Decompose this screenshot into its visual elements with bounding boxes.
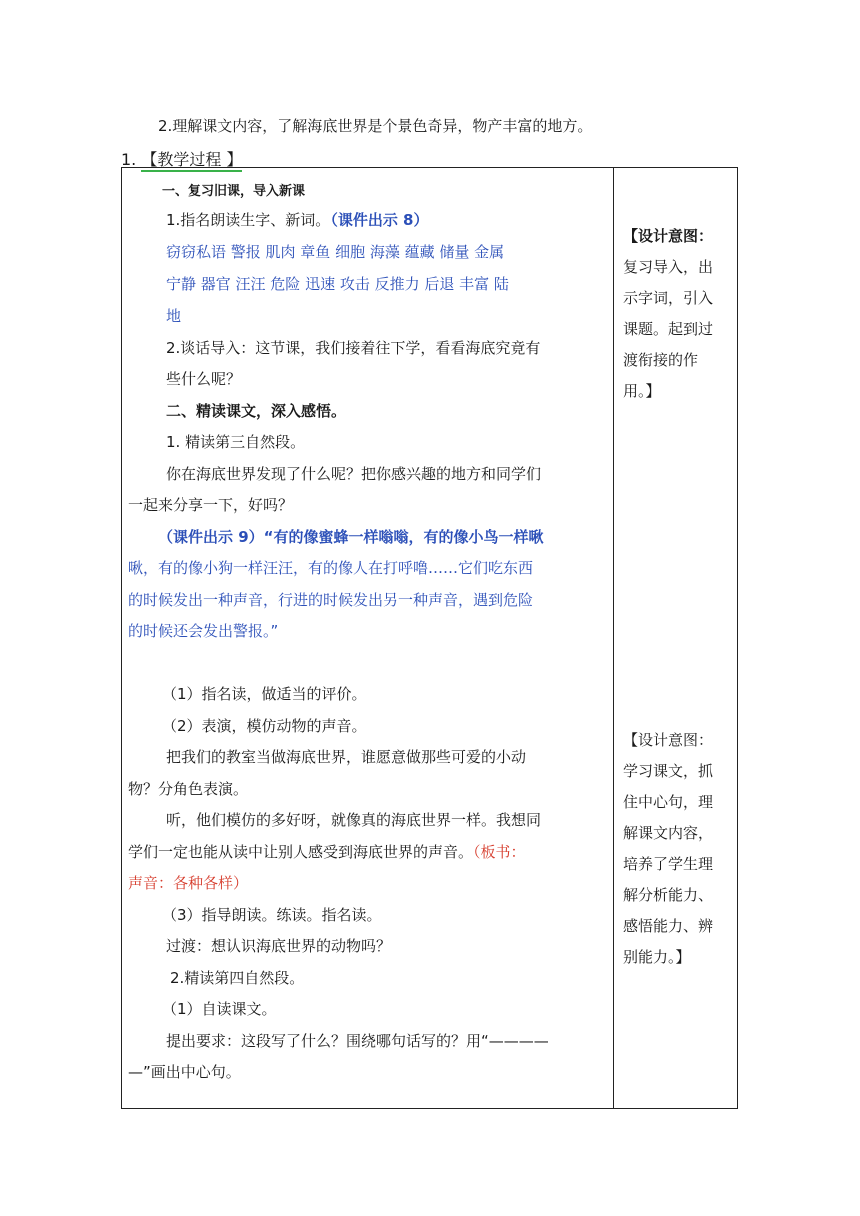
item-read-words-text: 1.指名朗读生字、新词。 (166, 211, 331, 229)
words-line-2: 宁静 器官 汪汪 危险 迅速 攻击 反推力 后退 丰富 陆 (166, 275, 509, 293)
intro-line-2: 些什么呢？ (166, 370, 242, 388)
quote-line-1: （课件出示 9）“有的像蜜蜂一样嗡嗡，有的像小鸟一样啾 (158, 528, 544, 546)
design-intent-2-line-7: 感悟能力、辨 (623, 917, 714, 935)
objective-text: 2.理解课文内容，了解海底世界是个景色奇异，物产丰富的地方。 (158, 117, 593, 135)
section-close-reading-title: 二、精读课文，深入感悟。 (166, 402, 347, 420)
design-intent-2-line-5: 培养了学生理 (623, 855, 714, 873)
design-intent-1-line-6-text: 用。】 (623, 382, 661, 400)
step-self-read: （1）自读课文。 (162, 1000, 277, 1018)
heading-number: 1. (121, 150, 137, 169)
item-read-words (166, 210, 429, 230)
read-paragraph-4: 2.精读第四自然段。 (170, 969, 305, 987)
design-intent-1-line-3: 示字词，引入 (623, 289, 714, 307)
design-intent-2-line-2: 学习课文，抓 (623, 762, 714, 780)
step-3: （3）指导朗读。练读。指名读。 (162, 906, 382, 924)
requirement-line-2: —”画出中心句。 (128, 1063, 241, 1081)
listen-line-1: 听，他们模仿的多好呀，就像真的海底世界一样。我想同 (166, 811, 542, 829)
step-1: （1）指名读，做适当的评价。 (162, 685, 367, 703)
words-line-1: 窃窃私语 警报 肌肉 章鱼 细胞 海藻 蕴藏 储量 金属 (166, 243, 505, 261)
step-2: （2）表演，模仿动物的声音。 (162, 717, 367, 735)
design-intent-2-line-3: 住中心句，理 (623, 793, 714, 811)
quote-line-3: 的时候发出一种声音，行进的时候发出另一种声音，遇到危险 (128, 591, 534, 609)
intro-line-1: 2.谈话导入：这节课，我们接着往下学，看看海底究竟有 (166, 339, 541, 357)
section-review-title: 一、复习旧课，导入新课 (162, 184, 306, 199)
quote-line-4: 的时候还会发出警报。” (128, 622, 279, 640)
courseware-ref-8: （课件出示 8） (330, 211, 429, 229)
transition-text: 过渡：想认识海底世界的动物吗？ (166, 937, 392, 955)
design-intent-2-line-6: 解分析能力、 (623, 886, 714, 904)
read-paragraph-3: 1. 精读第三自然段。 (166, 433, 306, 451)
perform-line-2: 物？分角色表演。 (128, 780, 249, 798)
design-intent-1-line-6 (623, 381, 661, 401)
words-line-3: 地 (166, 307, 182, 325)
design-intent-1-line-4: 课题。起到过 (623, 320, 714, 338)
design-intent-2-line-1: 【设计意图： (623, 731, 714, 749)
design-intent-1-line-1: 【设计意图： (623, 227, 714, 245)
heading-label: 【教学过程 】 (141, 150, 242, 172)
design-intent-2-line-8: 别能力。】 (623, 948, 691, 966)
design-intent-2-line-4: 解课文内容， (623, 824, 714, 842)
design-intent-1-line-2: 复习导入，出 (623, 258, 714, 276)
column-divider (613, 168, 614, 1108)
blackboard-note-b: 声音：各种各样） (128, 874, 249, 892)
question-line-2: 一起来分享一下，好吗？ (128, 496, 294, 514)
blackboard-note-a: （板书： (473, 843, 526, 861)
question-line-1: 你在海底世界发现了什么呢？把你感兴趣的地方和同学们 (166, 465, 542, 483)
lesson-table (121, 167, 738, 1109)
requirement-line-1: 提出要求：这段写了什么？围绕哪句话写的？用“———— (166, 1032, 549, 1050)
perform-line-1: 把我们的教室当做海底世界，谁愿意做那些可爱的小动 (166, 748, 527, 766)
quote-line-2: 啾，有的像小狗一样汪汪，有的像人在打呼噜……它们吃东西 (128, 559, 534, 577)
listen-line-2 (128, 842, 526, 862)
listen-line-2-text: 学们一定也能从读中让别人感受到海底世界的声音。 (128, 843, 474, 861)
design-intent-1-line-5: 渡衔接的作 (623, 351, 699, 369)
